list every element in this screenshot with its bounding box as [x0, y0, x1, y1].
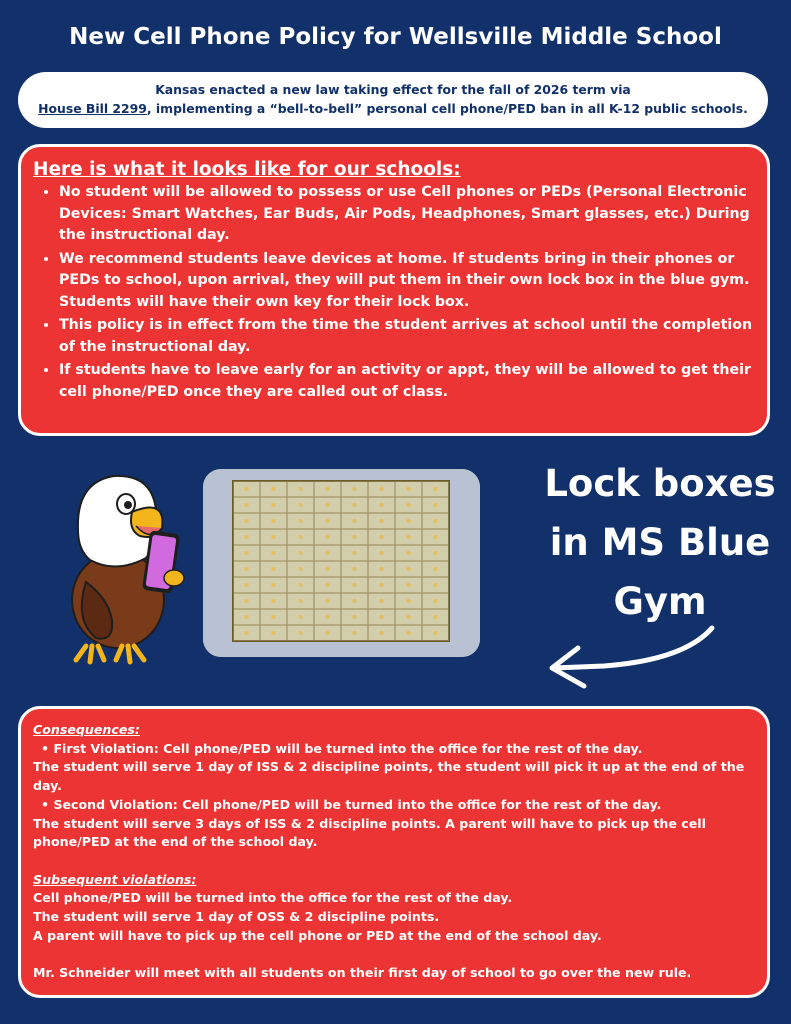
- second-violation-text: Second Violation: Cell phone/PED will be turned into the office for the rest of the day.: [53, 796, 662, 812]
- first-violation-text: First Violation: Cell phone/PED will be turned into the office for the rest of the day.: [53, 740, 643, 756]
- house-bill-link[interactable]: House Bill 2299: [38, 101, 147, 116]
- closing-note: Mr. Schneider will meet with all students on their first day of school to go over the new rule.: [33, 965, 692, 981]
- policy-bullet: • This policy is in effect from the time the student arrives at school until the completion of the instructional day.: [59, 315, 753, 358]
- policy-bullet: • We recommend students leave devices at home. If students bring in their phones or PEDs to school, upon arrival, they will put them in their own lock box in the blue gym. Students will have their own key for their lock box.: [59, 249, 753, 314]
- policy-list: [33, 182, 753, 403]
- subsequent-line: A parent will have to pick up the cell phone or PED at the end of the school day.: [33, 927, 602, 943]
- lock-boxes-line-1: Lock boxes: [544, 462, 776, 505]
- lock-boxes-photo: [203, 469, 480, 657]
- lock-boxes-line-2: in MS Blue: [549, 521, 771, 564]
- intro-line-1: Kansas enacted a new law taking effect for the fall of 2026 term via: [155, 82, 631, 97]
- subsequent-heading: Subsequent violations:: [33, 871, 197, 887]
- intro-line-2: [18, 99, 768, 118]
- policy-heading: Here is what it looks like for our schools:: [33, 159, 461, 180]
- lock-boxes-grid-image: [203, 469, 480, 657]
- second-violation: • Second Violation: Cell phone/PED will be turned into the office for the rest of the day.: [41, 796, 662, 812]
- left-arrow-icon: [544, 620, 720, 700]
- subsequent-line: Cell phone/PED will be turned into the office for the rest of the day.: [33, 890, 513, 906]
- consequences-heading: Consequences:: [33, 722, 140, 737]
- policy-bullet: • If students have to leave early for an activity or appt, they will be allowed to get their cell phone/PED once they are called out of class.: [59, 360, 753, 403]
- page-title: New Cell Phone Policy for Wellsville Middle School: [69, 24, 722, 50]
- eagle-mascot-illustration: [56, 470, 196, 666]
- subsequent-line: The student will serve 1 day of OSS & 2 discipline points.: [33, 909, 440, 925]
- first-violation-detail: The student will serve 1 day of ISS & 2 discipline points, the student will pick it up at the end of the day.: [33, 759, 745, 794]
- consequences-panel: [18, 706, 770, 998]
- intro-line-2-text: , implementing a “bell-to-bell” personal cell phone/PED ban in all K-12 public schools.: [146, 101, 748, 116]
- policy-panel: [18, 144, 770, 436]
- policy-bullet: • No student will be allowed to possess or use Cell phones or PEDs (Personal Electronic Devices: Smart Watches, Ear Buds, Air Pods, Headphones, Smart glasses, etc.) During the instructional day.: [59, 182, 753, 247]
- lock-boxes-caption: [520, 454, 791, 631]
- lock-boxes-line-3: Gym: [613, 580, 707, 623]
- first-violation: • First Violation: Cell phone/PED will be turned into the office for the rest of the day.: [41, 740, 643, 756]
- second-violation-detail: The student will serve 3 days of ISS & 2 discipline points. A parent will have to pick up the cell phone/PED at the end of the school day.: [33, 815, 706, 850]
- intro-banner: [18, 72, 768, 128]
